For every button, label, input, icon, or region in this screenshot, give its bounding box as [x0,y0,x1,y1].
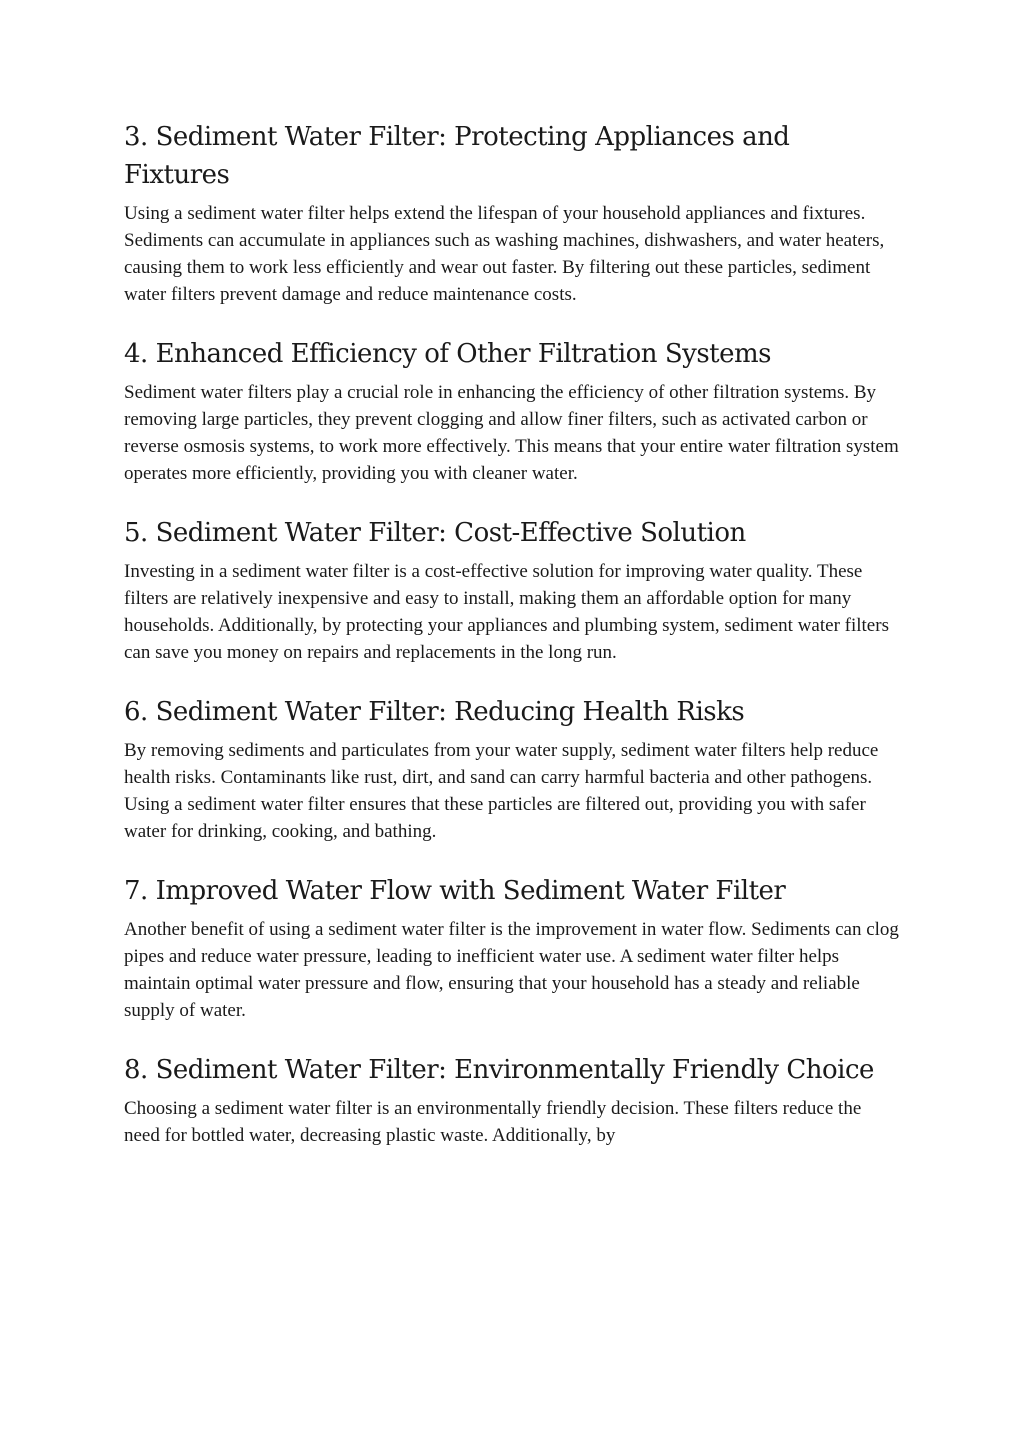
section-heading: 3. Sediment Water Filter: Protecting Appliances and Fixtures [124,122,790,190]
document-page [124,118,900,1149]
section-paragraph: Investing in a sediment water filter is a cost-effective solution for improving water quality. These filters are relatively inexpensive and easy to install, making them an affordable option for many households. Additionally, by protecting your appliances and plumbing system, sediment water filters can save you money on repairs and replacements in the long run. [124,561,889,663]
section-heading: 6. Sediment Water Filter: Reducing Health Risks [124,697,745,727]
section-heading: 8. Sediment Water Filter: Environmentally Friendly Choice [124,1055,874,1085]
section-5 [124,514,900,666]
section-heading: 5. Sediment Water Filter: Cost-Effective Solution [124,518,746,548]
section-paragraph: Sediment water filters play a crucial role in enhancing the efficiency of other filtration systems. By removing large particles, they prevent clogging and allow finer filters, such as activated carbon or reverse osmosis systems, to work more effectively. This means that your entire water filtration system operates more efficiently, providing you with cleaner water. [124,382,899,484]
section-paragraph: Choosing a sediment water filter is an environmentally friendly decision. These filters reduce the need for bottled water, decreasing plastic waste. Additionally, by [124,1098,862,1146]
section-paragraph: Using a sediment water filter helps extend the lifespan of your household appliances and fixtures. Sediments can accumulate in appliances such as washing machines, dishwashers, and water heaters, causing them to work less efficiently and wear out faster. By filtering out these particles, sediment water filters prevent damage and reduce maintenance costs. [124,203,885,305]
section-8 [124,1051,900,1149]
section-heading: 4. Enhanced Efficiency of Other Filtration Systems [124,339,771,369]
section-3 [124,118,900,308]
section-paragraph: By removing sediments and particulates from your water supply, sediment water filters help reduce health risks. Contaminants like rust, dirt, and sand can carry harmful bacteria and other pathogens. Using a sediment water filter ensures that these particles are filtered out, providing you with safer water for drinking, cooking, and bathing. [124,740,879,842]
section-6 [124,693,900,845]
section-7 [124,872,900,1024]
section-paragraph: Another benefit of using a sediment water filter is the improvement in water flow. Sediments can clog pipes and reduce water pressure, leading to inefficient water use. A sediment water filter helps maintain optimal water pressure and flow, ensuring that your household has a steady and reliable supply of water. [124,919,899,1021]
section-heading: 7. Improved Water Flow with Sediment Water Filter [124,876,786,906]
section-4 [124,335,900,487]
